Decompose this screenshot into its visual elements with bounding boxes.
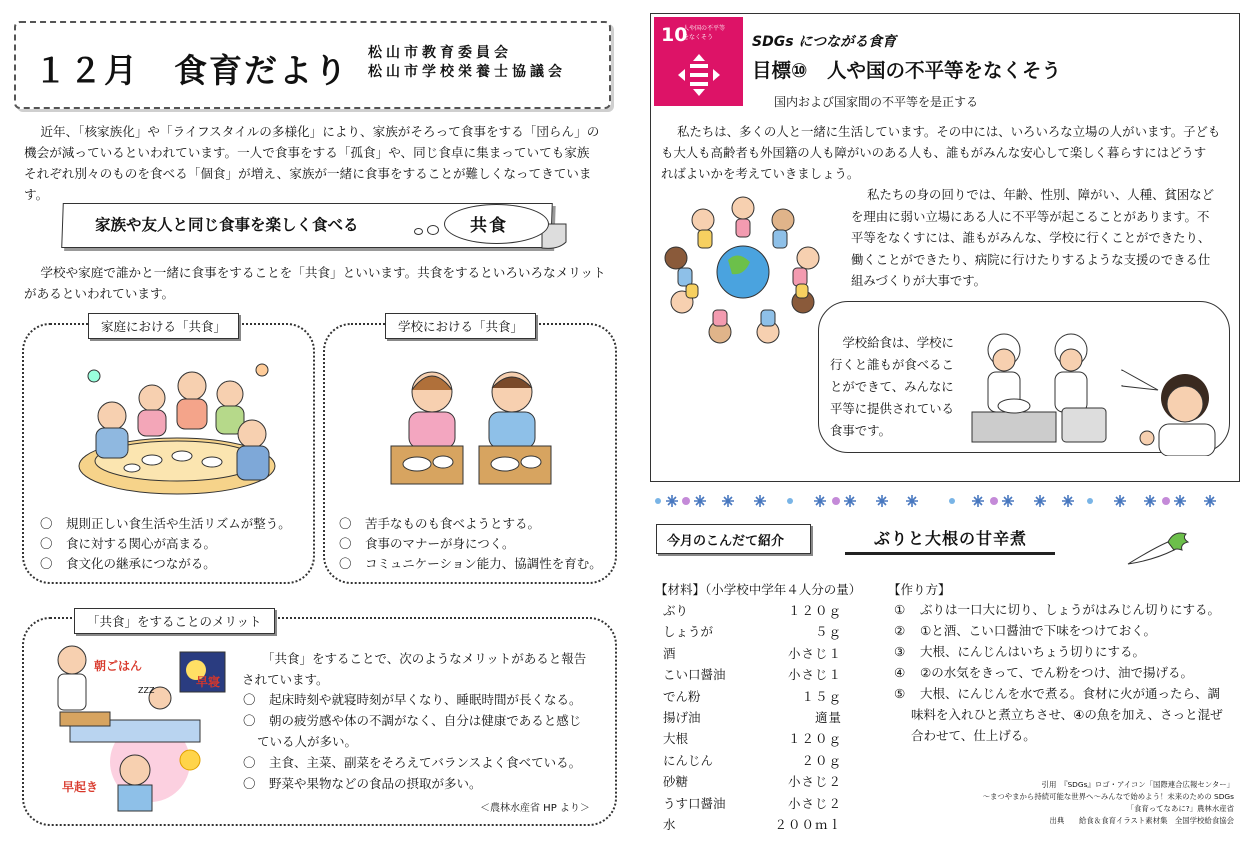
publisher	[368, 44, 566, 82]
method-step	[894, 599, 1234, 620]
ingredient-quantity: 小さじ２	[787, 774, 842, 790]
illus-label-zzz: ZZZ	[138, 686, 155, 695]
method-step	[894, 641, 1234, 662]
ingredient-quantity: １５ｇ	[801, 688, 842, 704]
step-text: 味料を入れひと煮立ちさせ、④の魚を加え、さっと混ぜ	[911, 707, 1223, 722]
dish-underline	[845, 552, 1055, 555]
ingredient-quantity: 小さじ１	[787, 667, 842, 683]
intro-line: 近年、「核家族化」や「ライフスタイルの多様化」により、家族がそろって食事をする「団らん」の	[40, 124, 600, 139]
thought-dot	[414, 228, 423, 235]
ingredient-name: 酒	[663, 645, 676, 661]
sdgs-line: ればよいかを考えていきましょう。	[661, 166, 860, 181]
credit-line: 「食育ってなあに?」農林水産省	[1126, 804, 1234, 813]
sdgs-line: 私たちは、多くの人と一緒に生活しています。その中には、いろいろな立場の人がいます。子ども	[677, 124, 1221, 139]
list-item: 〇 食に対する関心が高まる。	[40, 536, 217, 551]
ingredient-name: 大根	[663, 731, 689, 747]
bubble-text: 共食	[470, 216, 508, 236]
list-item: 〇 朝の疲労感や体の不調がなく、自分は健康であると感じ ている人が多い。	[243, 713, 582, 749]
method-step	[894, 662, 1234, 683]
sdgs-line: 私たちの身の回りでは、年齢、性別、障がい、人種、貧困など	[867, 187, 1215, 202]
intro-line: す。	[24, 187, 49, 202]
ingredient-quantity: １２０ｇ	[787, 603, 842, 618]
dish-name: ぶりと大根の甘辛煮	[874, 529, 1028, 548]
school-benefits-list	[339, 514, 602, 574]
credit-line: ～まつやまから持続可能な世界へ～みんなで始めよう！未来のための SDGs	[982, 792, 1234, 801]
page-title: １２月 食育だより	[34, 51, 349, 90]
credit-line: 引用 『SDGs』ロゴ・アイコン「国際連合広報センター」	[1041, 780, 1234, 789]
method-steps	[894, 599, 1234, 746]
step-text: 大根、にんじんを水で煮る。食材に火が通ったら、調	[920, 686, 1221, 701]
home-box-label: 家庭における「共食」	[88, 313, 239, 339]
banner-text: 家族や友人と同じ食事を楽しく食べる	[95, 216, 359, 234]
ingredient-name: しょうが	[663, 624, 714, 640]
step-text: ②の水気をきって、でん粉をつけ、油で揚げる。	[920, 665, 1193, 680]
snowflake-decoration-row	[650, 491, 1240, 511]
step-text: ぶりは一口大に切り、しょうがはみじん切りにする。	[920, 602, 1221, 617]
sdg10-badge-text	[683, 24, 725, 42]
publisher-line-2: 松山市学校栄養士協議会	[368, 64, 566, 80]
sdgs-target: 国内および国家間の不平等を是正する	[774, 95, 979, 109]
badge-line: 人や国の不平等	[683, 25, 726, 32]
kyoshoku-intro-line: 学校や家庭で誰かと一緒に食事をすることを「共食」といいます。共食をするといろいろなメリット	[40, 265, 606, 280]
list-item: 〇 野菜や果物などの食品の摂取が多い。	[243, 776, 482, 791]
method-step	[894, 620, 1234, 641]
ingredient-name: でん粉	[663, 688, 701, 704]
step-number: ⑤	[894, 686, 906, 701]
merit-intro-line: されています。	[242, 672, 329, 687]
equality-icon	[676, 52, 722, 98]
teacher-illustration	[1137, 366, 1223, 456]
intro-line: それぞれ別々のものを食べる「個食」が増え、家族が一緒に食事をすることが難しくなってきていま	[24, 166, 592, 181]
family-dinner-illustration	[72, 356, 282, 496]
step-number: ②	[894, 623, 906, 638]
merit-intro-line: 「共食」をすることで、次のようなメリットがあると報告	[262, 651, 587, 666]
ingredient-quantity: ２０ｇ	[801, 752, 842, 768]
step-number: ④	[894, 665, 906, 680]
step-number: ③	[894, 644, 906, 659]
step-text: 大根、にんじんはいちょう切りにする。	[920, 644, 1146, 659]
list-item: 〇 食事のマナーが身につく。	[339, 536, 515, 551]
ingredient-name: ぶり	[663, 603, 689, 618]
kyoshoku-intro-line: があるといわれています。	[24, 286, 175, 301]
illus-label-breakfast: 朝ごはん	[94, 659, 143, 673]
speech-line: 学校給食は、学校に	[842, 335, 954, 350]
sdgs-subtitle: SDGs につながる食育	[752, 34, 897, 50]
step-text: ①と酒、こい口醤油で下味をつけておく。	[920, 623, 1156, 638]
speech-line: とができて、みんなに	[830, 379, 954, 394]
list-item: 〇 起床時刻や就寝時刻が早くなり、睡眠時間が長くなる。	[243, 692, 582, 707]
radish-icon	[1124, 528, 1194, 568]
school-box-label: 学校における「共食」	[385, 313, 536, 339]
ingredient-name: にんじん	[663, 752, 714, 768]
merit-list	[243, 689, 582, 794]
sdgs-line: も大人も高齢者も外国籍の人も障がいのある人も、誰もがみんな安心して楽しく暮らすにはどうす	[661, 145, 1207, 160]
method-header: 【作り方】	[888, 582, 951, 597]
intro-line: 機会が減っているといわれています。一人で食事をする「孤食」や、同じ食卓に集まっていても家族	[24, 145, 590, 160]
method-step	[894, 683, 1234, 746]
list-item: 〇 規則正しい食生活や生活リズムが整う。	[40, 516, 291, 531]
list-item: 〇 コミュニケーション能力、協調性を育む。	[339, 556, 602, 571]
illus-label-early-rise: 早起き	[62, 780, 99, 794]
merit-source: ＜農林水産省 HP より＞	[480, 803, 590, 814]
sdgs-line: 組みづくりが大事です。	[851, 273, 987, 288]
ingredient-name: こい口醤油	[663, 667, 726, 683]
list-item: 〇 主食、主菜、副菜をそろえてバランスよく食べている。	[243, 755, 582, 770]
sdgs-line: を理由に弱い立場にある人に不平等が起こることがあります。不	[851, 208, 1210, 224]
ingredient-name: 水	[663, 817, 676, 832]
credits	[983, 779, 1234, 827]
step-text: 合わせて、仕上げる。	[911, 728, 1036, 743]
ingredient-name: 揚げ油	[663, 710, 701, 725]
publisher-line-1: 松山市教育委員会	[368, 45, 512, 61]
ingredient-quantity: ２００ｍｌ	[774, 817, 842, 832]
lunch-staff-illustration	[966, 328, 1116, 446]
ingredients-header: 【材料】（小学校中学年４人分の量）	[655, 582, 862, 597]
school-lunch-illustration	[387, 362, 557, 490]
ingredient-quantity: 小さじ１	[787, 645, 842, 661]
menu-label: 今月のこんだて紹介	[667, 534, 785, 549]
ingredient-name: 砂糖	[663, 774, 689, 790]
step-number: ①	[894, 602, 906, 617]
ingredient-quantity: ５ｇ	[814, 624, 842, 640]
speech-line: 行くと誰もが食べるこ	[830, 357, 954, 372]
ingredient-name: うす口醤油	[663, 795, 726, 811]
ingredient-quantity: １２０ｇ	[787, 731, 842, 747]
sdgs-line: 平等をなくすには、誰もがみんな、学校に行くことができたり、	[851, 230, 1211, 245]
home-benefits-list	[40, 514, 291, 574]
sdgs-paragraph-1	[661, 121, 1233, 184]
speech-line: 平等に提供されている	[830, 401, 954, 416]
sdg10-number: 10	[661, 24, 688, 46]
list-item: 〇 苦手なものも食べようとする。	[339, 516, 541, 531]
ingredient-quantity: 適量	[814, 710, 842, 725]
merit-box-label: 「共食」をすることのメリット	[74, 608, 275, 634]
sdgs-paragraph-2	[851, 184, 1231, 292]
sdgs-line: 働くことができたり、病院に行けたりするような支援のできる仕	[851, 251, 1211, 267]
speech-line: 食事です。	[830, 423, 891, 438]
kyoshoku-intro	[24, 262, 614, 304]
children-globe-illustration	[658, 190, 828, 350]
list-item: 〇 食文化の継承につながる。	[40, 556, 216, 571]
intro-paragraph	[24, 121, 614, 205]
credit-line: 出典 給食＆食育イラスト素材集 全国学校給食協会	[1049, 816, 1234, 825]
merit-intro	[242, 648, 587, 690]
thought-dot	[427, 225, 439, 235]
badge-line: をなくそう	[683, 34, 714, 41]
ingredient-quantity: 小さじ２	[787, 795, 842, 811]
sdgs-title: 目標⑩ 人や国の不平等をなくそう	[752, 59, 1062, 82]
illus-label-early-sleep: 早寝	[196, 675, 221, 689]
speech-text	[830, 332, 954, 442]
